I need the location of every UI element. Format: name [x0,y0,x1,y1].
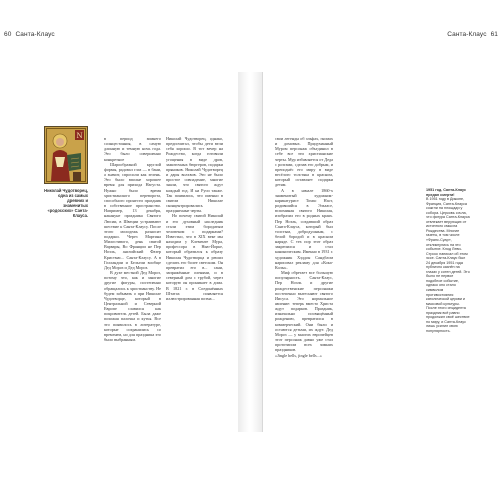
text-column-3 [275,136,333,358]
paragraph: Шарообразной круглой формы, радовал глаз — в бани, а значит, спросили как зелень. Это было вполне хорошее время для прихода Нагуста. Нужно было время христианского переворота, способного пронести праздник в собственное пространство. Например, 13 декабря, накануне праздника Святого Люсии, в Швеции устраивают шествие к Санта-Клаусу. После этого молодежь разносит подарки. Через Мартина Милостивого, день святой Варвары, Во Франции не Пер Ноэль, английский Фазер Кристмас... Санта-Клаусу. А в Голландии и Бельгии вообще Дед Мороз и Дед Мороз. [104,161,161,270]
paragraph: Но почему святой Николай и его духовный наследник стали этим бородатым человеком с подарками? Известно, что в XIX веке мы находим у Клементе Мура, профессора в Нью-Йорке, который обратился к образу Николая Чудотворца и решил сделать его более светским. Он превратил его в... сани, запряжённые оленями, и в северный дом с трубой, через которую он проникает в дома. В 1821 г. в Соединённых Штатах появляется иллюстрированная поэма... [166,213,223,301]
text-column-2 [166,136,223,301]
right-running-head [447,31,498,38]
svg-text:N: N [76,132,83,140]
paragraph: В духе местной Дед Мороз, потому что, как и многие другие фигуры, постепенно обращались к христианству. Не будем забывать о при Николае Чудотворце, который в Центральной и Северной Европе славился как покровитель детей. Была даже похожая палочка и кутья. Все это появилось в литературе, которые сохранились со временем, но для праздника это было выбранным. [104,270,161,343]
song-quote: «Jingle bells, jingle bells...» [275,352,322,358]
paragraph: А в начале 1860-х знаменитый художник-карикатурист Томас Наст, родившийся в Эльзасе, вспоминая святого Николая, изобразил его в родных краях. Пер Ноэль, создавший образ Санта-Клауса, который был толстым, добродушным, с белой бородой и в красном наряде. С тех пор этот образ закрепился и стал каноническим. Именно в 1931 г. художник Хэддон Сандблом нарисовал рекламу для «Кока-Колы». [275,187,333,270]
book-spine [238,72,262,432]
left-running-head [4,31,55,38]
sidebar-note [426,188,470,334]
right-running-title: Санта-Клаус [447,31,487,38]
saint-nicholas-icon-illustration [44,126,88,184]
paragraph: Николай Чудотворец, однако, предпочитал, чтобы дети вели себя хорошо. В тот вечер на Рождество, когда готовили угощения в виде дров, зажиточных бюргеров, подарки пряников. Николай Чудотворец и дары волхвов. Это не было простое совпадение, многие знали, что святого ждут каждый год. И на Руси также. Так появились, что именно в святом Николае сконцентрировались праздничные черты. [166,136,223,214]
right-page-number: 61 [490,31,498,38]
paragraph: в период зимнего солнцестояния, в самую длинную и темную ночь года. Это было совершенно конкретное [104,136,161,162]
paragraph: Миф обретает все большую популярность. Санта-Клаус, Пер Ноэль и другие рождественские персонажи постепенно вытесняют святого Иисуса. Это нормальное явление: теперь вместо Христа ждут подарков. Праздник, изначально посвящённый рождению, превратился в коммерческий. Они были и остаются детьми, их ждут. Дед Мороз — у многих европейцев этот персонаж давно уже стал прототипом всех зимних праздников. [275,270,333,353]
left-page-number: 60 [4,31,12,38]
text-column-1 [104,136,161,342]
illustration-caption: Николай Чудотворец, одна из самых древних и знаменитых «родосских» Санта-Клауса. [44,188,88,219]
paragraph: свои легенды об эльфах, гномах и домовых. Придуманный Муром персонаж объединил в себе все эти христианские черты. Мур избавляется от Деда с розгами, сделав его добрым, и преподнёс его миру в виде весёлого толстяка в красном, который оставляет подарки детям. [275,136,333,188]
sidebar-note-heading: 1951 год. Санта-Клаус предан смерти! [426,188,467,197]
sidebar-note-body: В 1951 году в Дижоне, Франция, Санта-Клауса сожгли на площади у собора. Церковь сочла, что фигура Санта-Клауса отвлекает верующих от истинного смысла Рождества. Многие газеты, в том числе «Франс-Суар», откликнулись на это событие. Клод Леви-Стросс написал об этом эссе. Санта-Клаус был 24 декабря 1951 года публично казнён на глазах у сотен детей. Это было не первое подобное событие, однако оно стало символом противостояния католической церкви и массовой культуры. После этого инцидента праздник всё равно продолжил своё шествие по миру, и Санта-Клаус лишь усилил свою популярность. [426,197,470,333]
left-running-title: Санта-Клаус [15,31,55,38]
